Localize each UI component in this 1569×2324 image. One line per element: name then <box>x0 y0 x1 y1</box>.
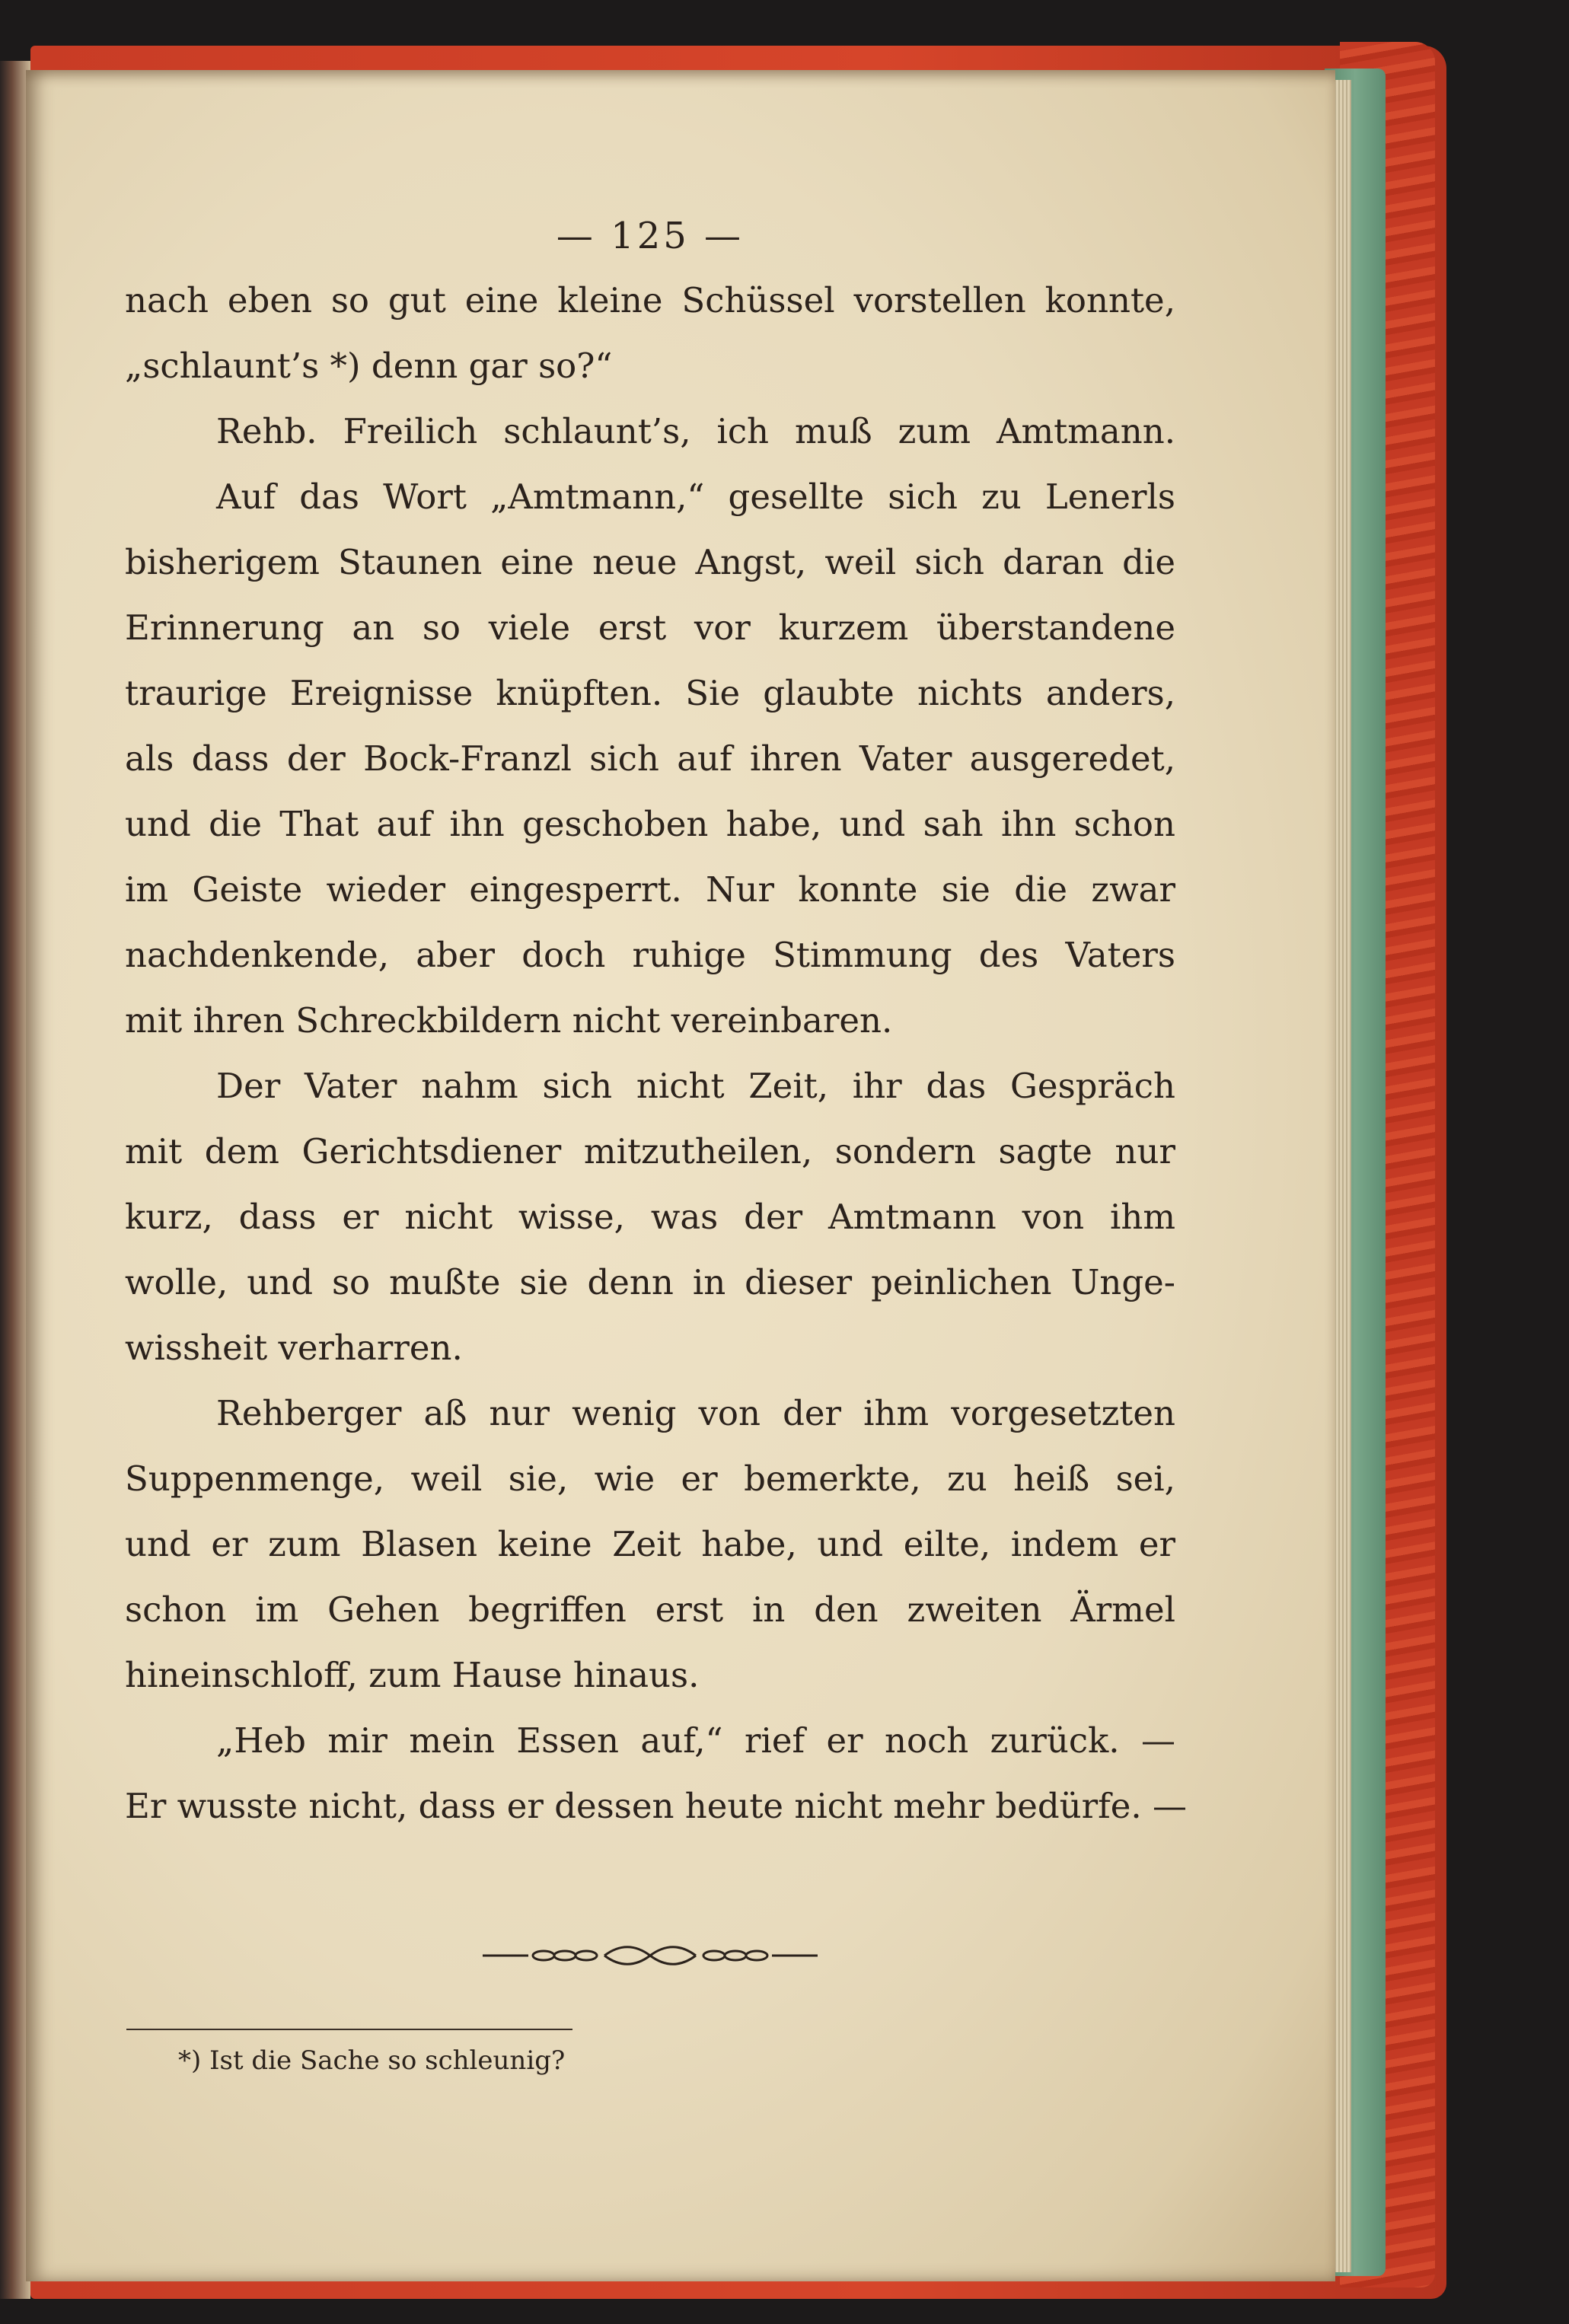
ornament-divider <box>483 1944 818 1967</box>
footnote: *) Ist die Sache so schleunig? <box>178 2045 566 2076</box>
text-line: und er zum Blasen keine Zeit habe, und eilte, indem er <box>125 1524 1175 1564</box>
text-line: Rehberger aß nur wenig von der ihm vorgesetzten <box>216 1393 1175 1433</box>
text-line: als dass der Bock-Franzl sich auf ihren Vater ausgeredet, <box>125 738 1175 779</box>
text-line: Erinnerung an so viele erst vor kurzem überstandene <box>125 607 1175 648</box>
text-line: schon im Gehen begriffen erst in den zweiten Ärmel <box>125 1589 1175 1630</box>
text-line: nach eben so gut eine kleine Schüssel vorstellen konnte, <box>125 280 1175 320</box>
text-block <box>125 215 1188 1839</box>
text-line: bisherigem Staunen eine neue Angst, weil sich daran die <box>125 542 1175 582</box>
text-line: im Geiste wieder eingesperrt. Nur konnte sie die zwar <box>125 869 1175 910</box>
text-line: wissheit verharren. <box>125 1328 463 1368</box>
paragraph <box>125 1708 1188 1839</box>
text-line: mit ihren Schreckbildern nicht vereinbaren. <box>125 1000 893 1041</box>
text-line: „schlaunt’s *) denn gar so?“ <box>125 346 613 386</box>
paragraph <box>125 399 1175 464</box>
text-line: wolle, und so mußte sie denn in dieser peinlichen Unge- <box>125 1262 1175 1302</box>
text-line: Er wusste nicht, dass er dessen heute nicht mehr bedürfe. — <box>125 1786 1188 1826</box>
book-page <box>26 70 1335 2281</box>
text-line: hineinschloff, zum Hause hinaus. <box>125 1655 700 1695</box>
paragraph <box>125 1381 1175 1708</box>
text-line: kurz, dass er nicht wisse, was der Amtmann von ihm <box>125 1197 1175 1237</box>
paragraph <box>125 464 1175 1054</box>
text-line: traurige Ereignisse knüpften. Sie glaubte nichts anders, <box>125 673 1175 713</box>
text-line: und die That auf ihn geschoben habe, und sah ihn schon <box>125 804 1175 844</box>
footnote-rule <box>126 2029 572 2030</box>
text-line: „Heb mir mein Essen auf,“ rief er noch zurück. — <box>216 1720 1175 1761</box>
text-line: Suppenmenge, weil sie, wie er bemerkte, zu heiß sei, <box>125 1458 1175 1499</box>
text-line: nachdenkende, aber doch ruhige Stimmung des Vaters <box>125 935 1175 975</box>
text-line: Der Vater nahm sich nicht Zeit, ihr das Gespräch <box>216 1066 1175 1106</box>
paragraph <box>125 1054 1175 1381</box>
page-number: — 125 — <box>556 215 745 257</box>
text-line: Rehb. Freilich schlaunt’s, ich muß zum Amtmann. <box>216 411 1175 451</box>
paragraph <box>125 268 1175 399</box>
text-line: Auf das Wort „Amtmann,“ gesellte sich zu Lenerls <box>216 477 1175 517</box>
text-line: mit dem Gerichtsdiener mitzutheilen, sondern sagte nur <box>125 1131 1175 1172</box>
